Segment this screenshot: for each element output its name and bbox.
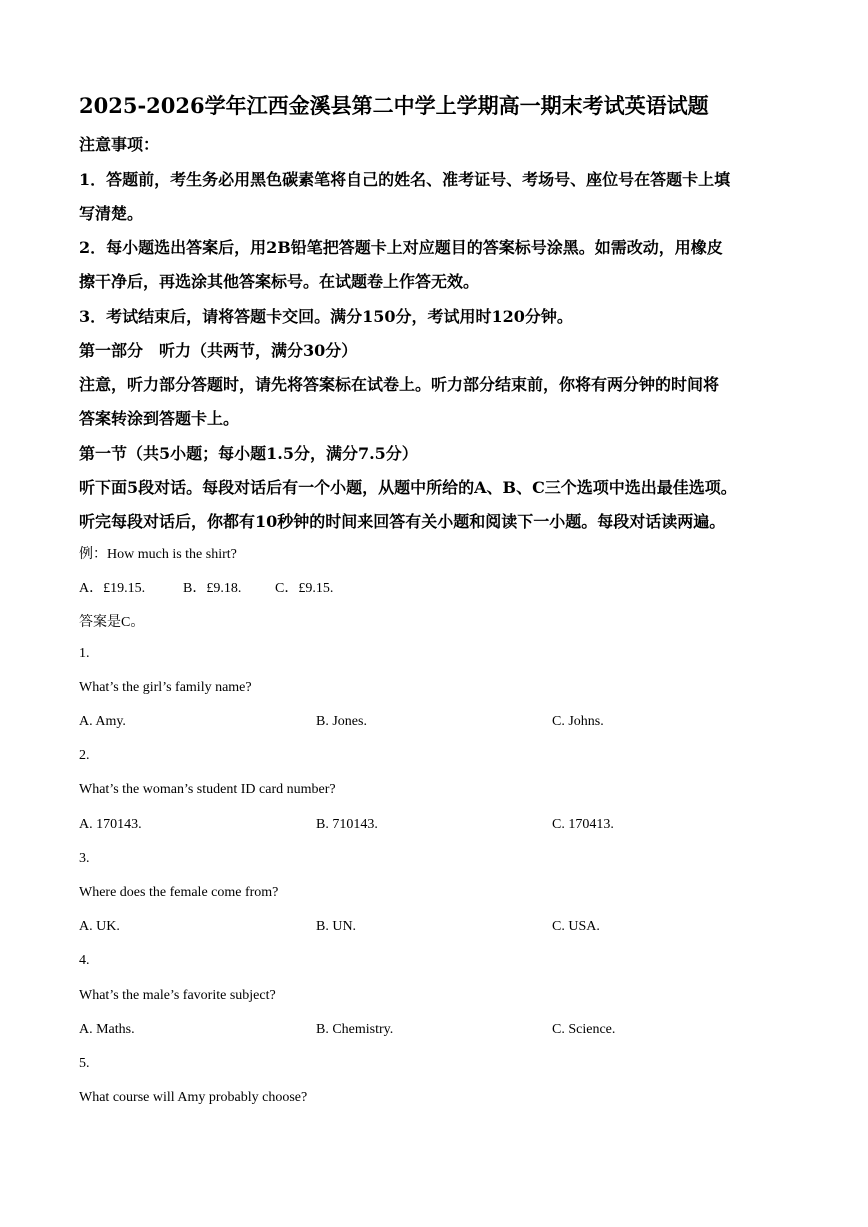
question-text: What course will Amy probably choose? — [79, 1090, 308, 1105]
option-c: C. Science. — [552, 1022, 616, 1037]
part1-note-line: 答案转涂到答题卡上。 — [79, 409, 240, 428]
example-option-c: C．£9.15. — [275, 581, 334, 596]
notice-heading: 注意事项： — [79, 135, 160, 154]
section1-heading: 第一节（共5小题；每小题1.5分，满分7.5分） — [79, 444, 418, 463]
question-text: What’s the male’s favorite subject? — [79, 988, 276, 1003]
option-a: A. UK. — [79, 919, 120, 934]
instruction-line: 听下面5段对话。每段对话后有一个小题，从题中所给的A、B、C三个选项中选出最佳选项。 — [79, 478, 737, 497]
question-number: 4. — [79, 953, 90, 968]
notice-line: 擦干净后，再选涂其他答案标号。在试题卷上作答无效。 — [79, 272, 480, 291]
question-number: 5. — [79, 1056, 90, 1071]
notice-line: 2．每小题选出答案后，用2B铅笔把答题卡上对应题目的答案标号涂黑。如需改动，用橡皮 — [79, 238, 723, 257]
example-option-b: B．£9.18. — [183, 581, 242, 596]
option-b: B. UN. — [316, 919, 357, 934]
option-a: A. 170143. — [79, 817, 142, 832]
option-c: C. USA. — [552, 919, 600, 934]
option-b: B. Chemistry. — [316, 1022, 394, 1037]
part1-heading: 第一部分 听力（共两节，满分30分） — [79, 341, 358, 360]
option-c: C. 170413. — [552, 817, 614, 832]
question-text: What’s the girl’s family name? — [79, 680, 252, 695]
instruction-line: 听完每段对话后，你都有10秒钟的时间来回答有关小题和阅读下一小题。每段对话读两遍。 — [79, 512, 726, 531]
example-question: 例：How much is the shirt? — [79, 547, 237, 562]
question-number: 1. — [79, 646, 90, 661]
part1-note-line: 注意，听力部分答题时，请先将答案标在试卷上。听力部分结束前，你将有两分钟的时间将 — [79, 375, 720, 394]
notice-line: 写清楚。 — [79, 204, 144, 223]
notice-line: 3．考试结束后，请将答题卡交回。满分150分，考试用时120分钟。 — [79, 307, 573, 326]
option-a: A. Maths. — [79, 1022, 135, 1037]
option-a: A. Amy. — [79, 714, 126, 729]
exam-title: 2025-2026学年江西金溪县第二中学上学期高一期末考试英语试题 — [79, 93, 709, 118]
example-answer: 答案是C。 — [79, 615, 145, 630]
option-c: C. Johns. — [552, 714, 604, 729]
option-b: B. Jones. — [316, 714, 367, 729]
question-text: What’s the woman’s student ID card number? — [79, 782, 336, 797]
question-number: 3. — [79, 851, 90, 866]
notice-line: 1．答题前，考生务必用黑色碳素笔将自己的姓名、准考证号、考场号、座位号在答题卡上填 — [79, 170, 731, 189]
example-option-a: A．£19.15. — [79, 581, 146, 596]
question-text: Where does the female come from? — [79, 885, 279, 900]
question-number: 2. — [79, 748, 90, 763]
option-b: B. 710143. — [316, 817, 378, 832]
